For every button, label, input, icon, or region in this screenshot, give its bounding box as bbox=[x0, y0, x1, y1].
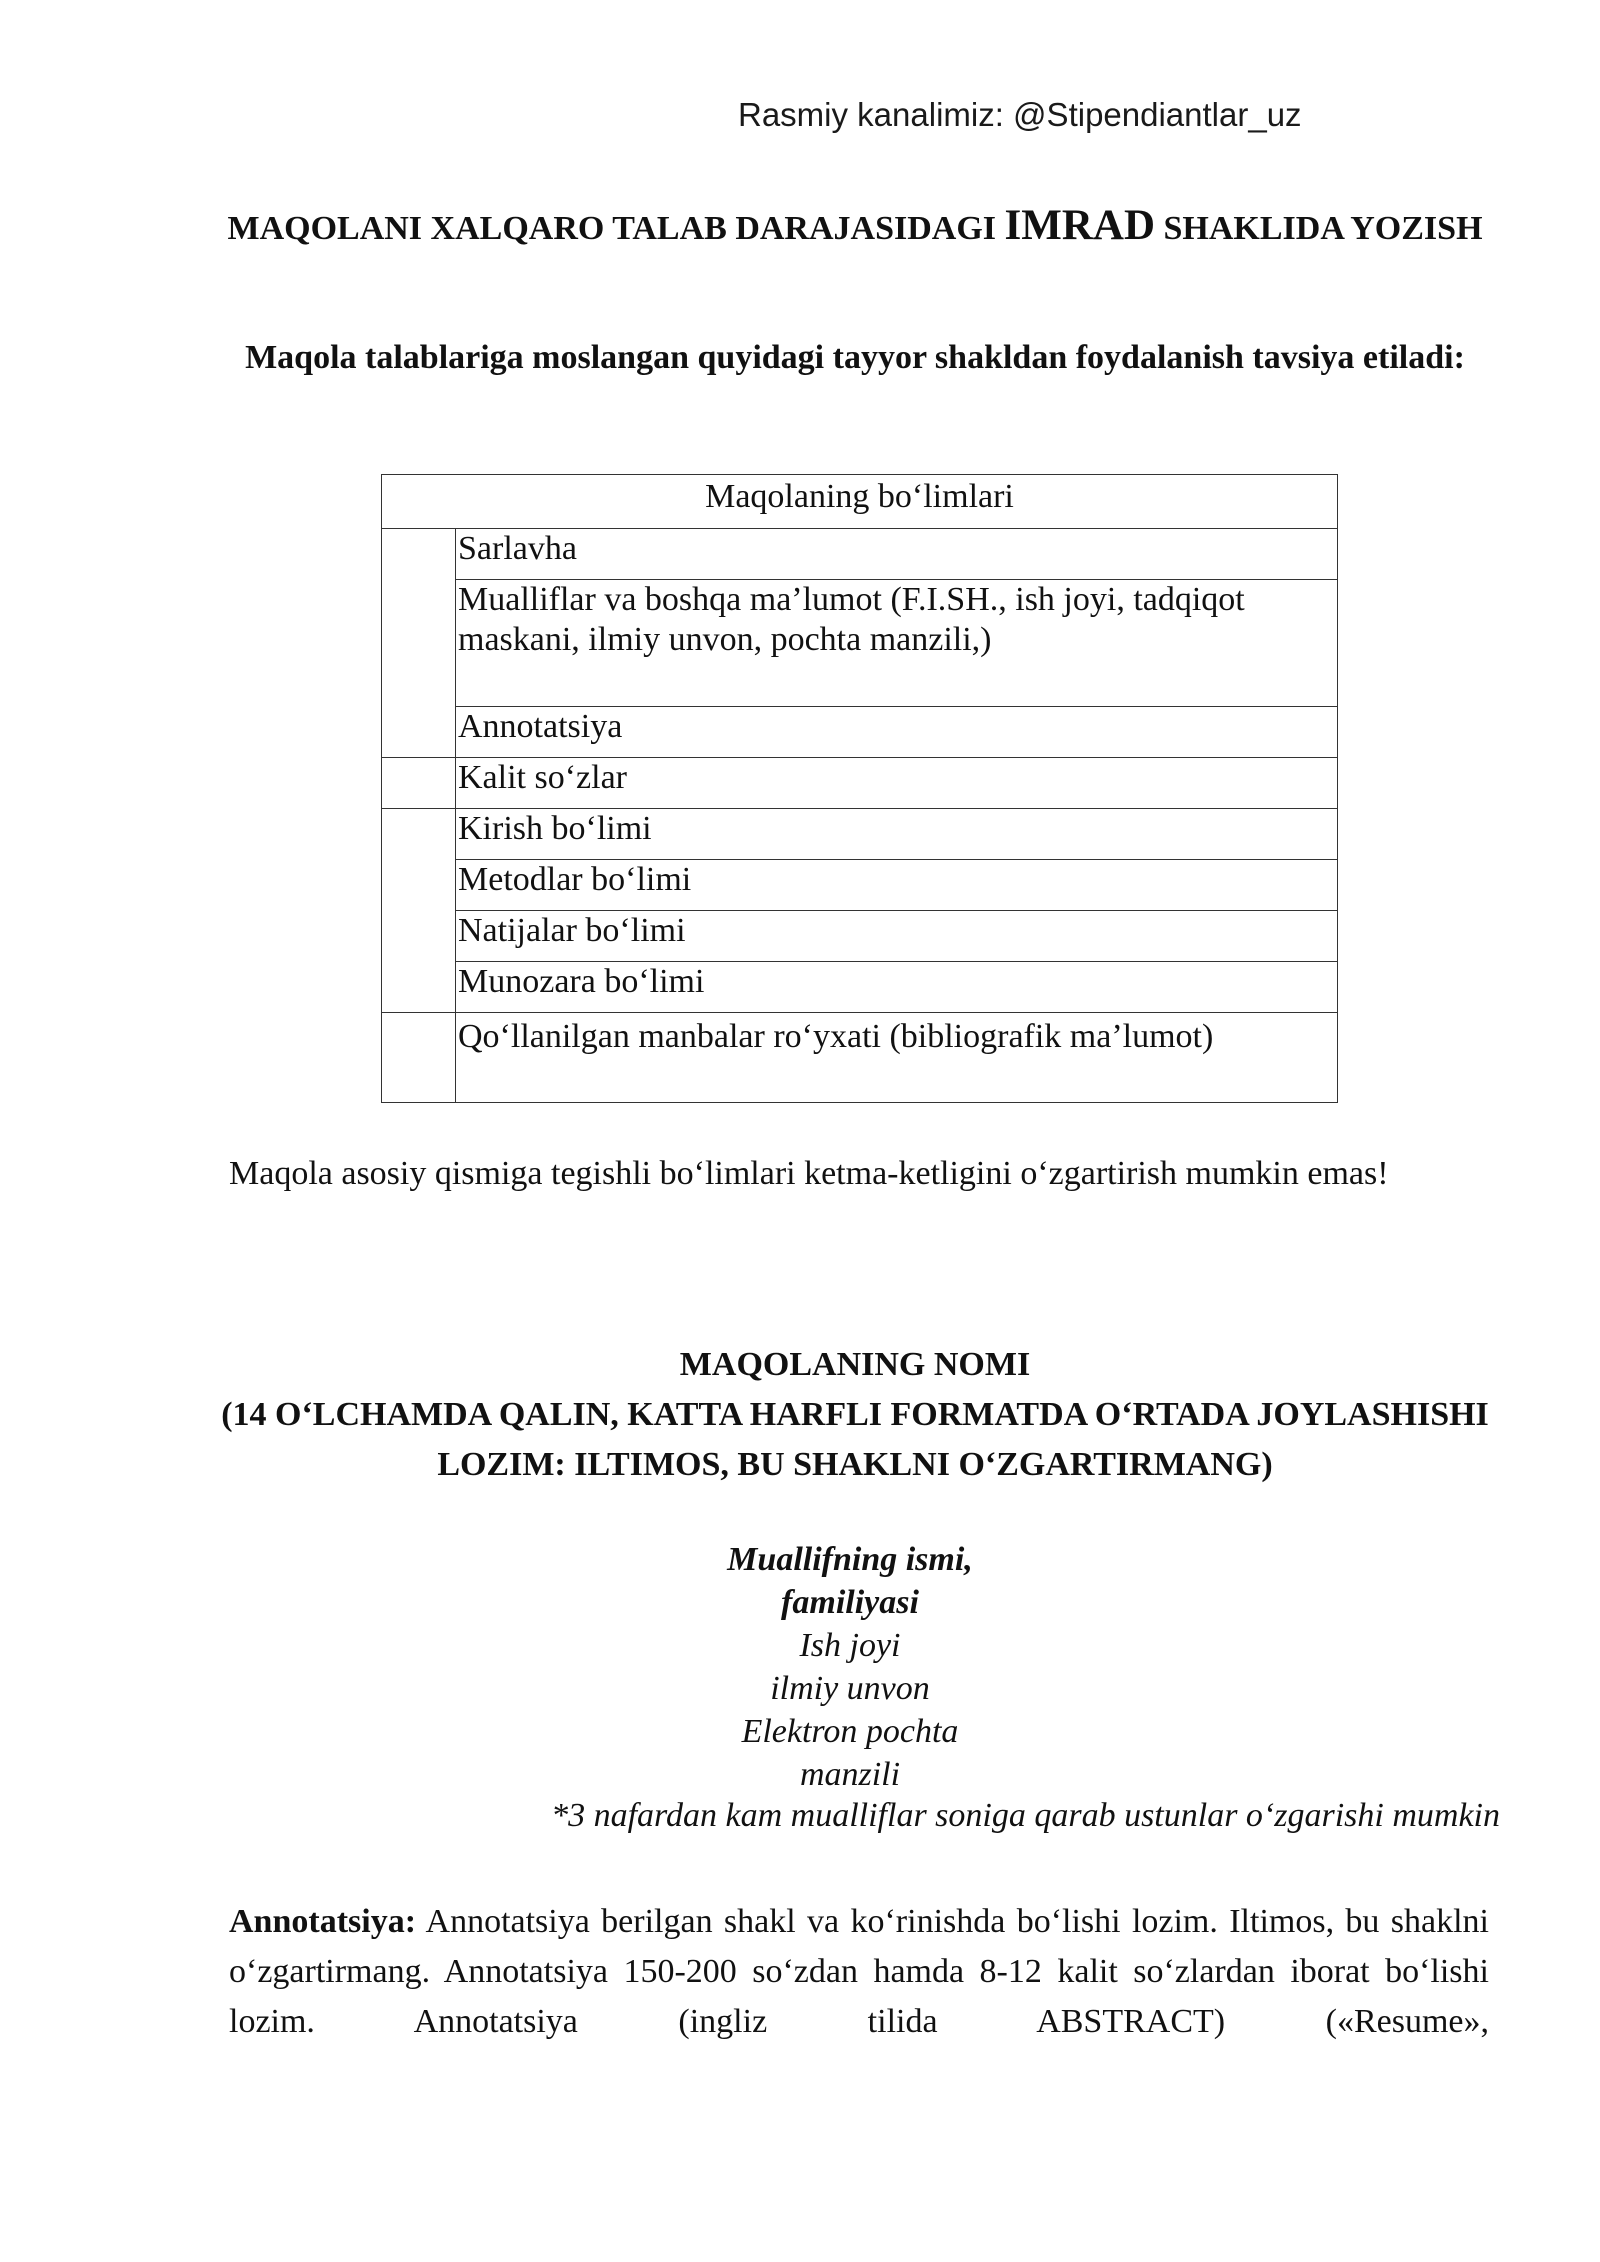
table-row bbox=[382, 911, 1338, 962]
table-row bbox=[382, 707, 1338, 758]
author-email-line1: Elektron pochta bbox=[741, 1713, 959, 1750]
table-row bbox=[382, 758, 1338, 809]
sections-table-header: Maqolaning bo‘limlari bbox=[382, 475, 1338, 529]
article-title-template bbox=[210, 1340, 1500, 1490]
table-cell: Metodlar bo‘limi bbox=[456, 860, 1338, 911]
author-name-line2: familiyasi bbox=[781, 1584, 919, 1621]
table-row bbox=[382, 529, 1338, 580]
document-title-part2: SHAKLIDA YOZISH bbox=[1155, 210, 1483, 247]
sections-table bbox=[381, 474, 1338, 1103]
article-title-instructions: (14 O‘LCHAMDA QALIN, KATTA HARFLI FORMATDA O‘RTADA JOYLASHISHI LOZIM: ILTIMOS, BU SHAKLNI O‘ZGARTIRMANG) bbox=[221, 1396, 1489, 1483]
table-row-marker-cell bbox=[382, 758, 456, 809]
table-row bbox=[382, 809, 1338, 860]
author-workplace: Ish joyi bbox=[799, 1627, 901, 1664]
table-row-marker-cell bbox=[382, 860, 456, 911]
channel-note: Rasmiy kanalimiz: @Stipendiantlar_uz bbox=[738, 96, 1302, 133]
table-row bbox=[382, 1013, 1338, 1103]
annotation-label: Annotatsiya: bbox=[229, 1903, 417, 1940]
document-title bbox=[210, 202, 1500, 253]
table-cell: Annotatsiya bbox=[456, 707, 1338, 758]
table-row-marker-cell bbox=[382, 911, 456, 962]
table-row-marker-cell bbox=[382, 962, 456, 1013]
table-cell: Mualliflar va boshqa ma’lumot (F.I.SH., ish joyi, tadqiqot maskani, ilmiy unvon, pochta manzili,) bbox=[456, 580, 1338, 707]
table-row bbox=[382, 580, 1338, 707]
table-row-marker-cell bbox=[382, 529, 456, 580]
table-cell: Qo‘llanilgan manbalar ro‘yxati (bibliografik ma’lumot) bbox=[456, 1013, 1338, 1103]
author-info-block bbox=[0, 1538, 1600, 1796]
table-row bbox=[382, 860, 1338, 911]
article-title-placeholder: MAQOLANING NOMI bbox=[679, 1346, 1031, 1383]
table-row-marker-cell bbox=[382, 1013, 456, 1103]
annotation-text: Annotatsiya berilgan shakl va ko‘rinishda bo‘lishi lozim. Iltimos, bu shaklni o‘zgartirmang. Annotatsiya 150-200 so‘zdan hamda 8-12 kalit so‘zlardan iborat bo‘lishi lozim. Annotatsiya (ingliz tilida ABSTRACT) («Resume», bbox=[229, 1903, 1489, 2040]
table-cell: Sarlavha bbox=[456, 529, 1338, 580]
table-row-marker-cell bbox=[382, 707, 456, 758]
table-row-marker-cell bbox=[382, 580, 456, 707]
author-degree: ilmiy unvon bbox=[770, 1670, 930, 1707]
order-warning: Maqola asosiy qismiga tegishli bo‘limlari ketma-ketligini o‘zgartirish mumkin emas! bbox=[229, 1155, 1389, 1192]
table-cell: Kalit so‘zlar bbox=[456, 758, 1338, 809]
author-count-note: *3 nafardan kam mualliflar soniga qarab ustunlar o‘zgarishi mumkin bbox=[551, 1797, 1500, 1834]
table-cell: Kirish bo‘limi bbox=[456, 809, 1338, 860]
document-title-imrad: IMRAD bbox=[1004, 202, 1156, 249]
table-cell: Natijalar bo‘limi bbox=[456, 911, 1338, 962]
table-cell: Munozara bo‘limi bbox=[456, 962, 1338, 1013]
author-name-line1: Muallifning ismi, bbox=[727, 1541, 973, 1578]
annotation-paragraph bbox=[229, 1897, 1489, 2047]
table-row-marker-cell bbox=[382, 809, 456, 860]
document-title-part1: MAQOLANI XALQARO TALAB DARAJASIDAGI bbox=[227, 210, 1005, 247]
author-email-line2: manzili bbox=[799, 1756, 901, 1793]
table-row bbox=[382, 962, 1338, 1013]
sections-table-header-row bbox=[382, 475, 1338, 529]
document-subtitle: Maqola talablariga moslangan quyidagi tayyor shakldan foydalanish tavsiya etiladi: bbox=[245, 339, 1465, 376]
